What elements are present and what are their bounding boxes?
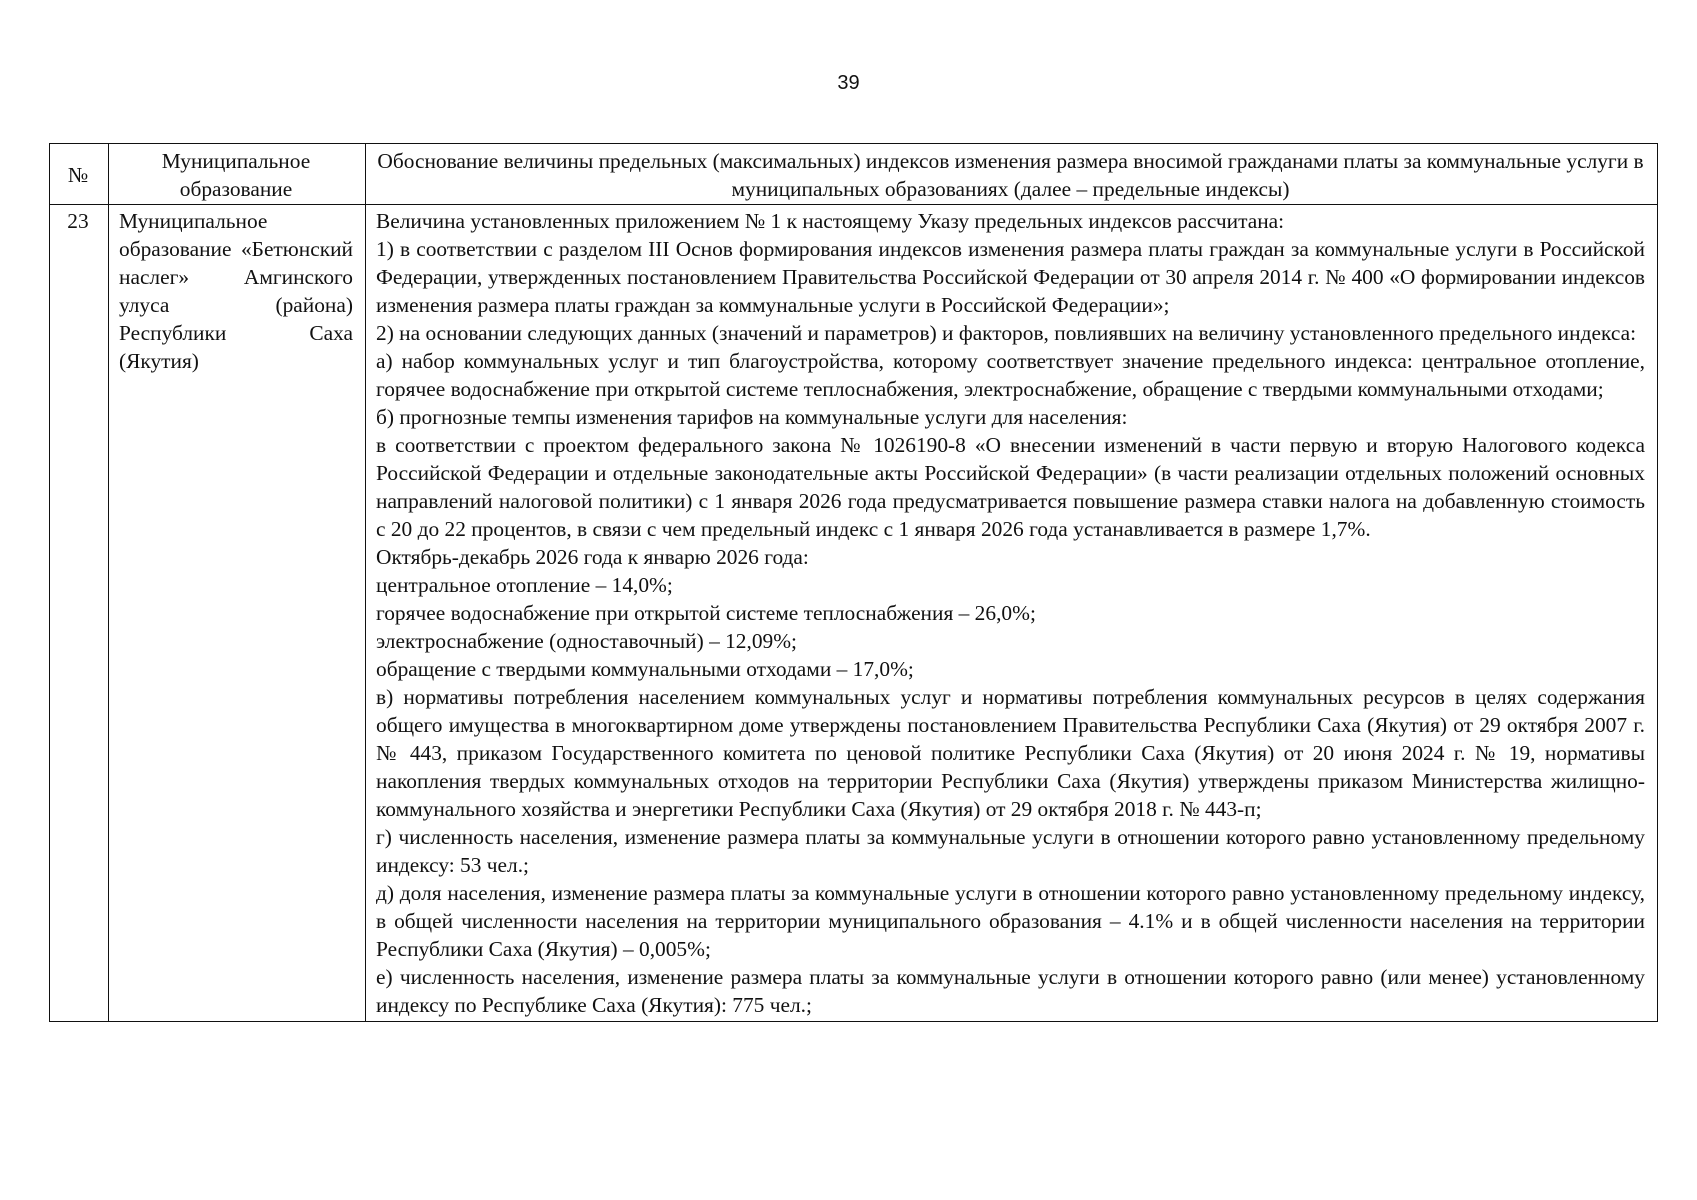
- justification-paragraph: е) численность населения, изменение размера платы за коммунальные услуги в отношении которого равно (или менее) установленному индексу по Республике Саха (Якутия): 775 чел.;: [376, 965, 1645, 1017]
- justification-paragraph: г) численность населения, изменение размера платы за коммунальные услуги в отношении которого равно установленному предельному индексу: 53 чел.;: [376, 825, 1645, 877]
- indices-table: [49, 143, 1658, 1022]
- header-number: №: [50, 144, 109, 205]
- justification-paragraph: 2) на основании следующих данных (значений и параметров) и факторов, повлиявших на величину установленного предельного индекса:: [376, 321, 1637, 345]
- justification-paragraph: обращение с твердыми коммунальными отходами – 17,0%;: [376, 657, 914, 681]
- header-justification: Обоснование величины предельных (максимальных) индексов изменения размера вносимой гражданами платы за коммунальные услуги в муниципальных образованиях (далее – предельные индексы): [366, 144, 1658, 205]
- justification-paragraph: д) доля населения, изменение размера платы за коммунальные услуги в отношении которого равно установленному предельному индексу, в общей численности населения на территории муниципального образования – 4.1% и в общей численности населения на территории Республики Саха (Якутия) – 0,005%;: [376, 881, 1645, 961]
- justification-paragraph: б) прогнозные темпы изменения тарифов на коммунальные услуги для населения:: [376, 405, 1128, 429]
- justification-paragraph: Величина установленных приложением № 1 к настоящему Указу предельных индексов рассчитана:: [376, 209, 1285, 233]
- justification-paragraph: центральное отопление – 14,0%;: [376, 573, 673, 597]
- justification-paragraph: а) набор коммунальных услуг и тип благоустройства, которому соответствует значение предельного индекса: центральное отопление, горячее водоснабжение при открытой системе теплоснабжения, электроснабжение, обращение с твердыми коммунальными отходами;: [376, 349, 1645, 401]
- justification-paragraph: Октябрь-декабрь 2026 года к январю 2026 года:: [376, 545, 809, 569]
- row-number: 23: [50, 205, 109, 1022]
- row-municipality: Муниципальное образование «Бетюнский наслег» Амгинского улуса (района) Республики Саха (Якутия): [109, 205, 366, 1022]
- row-justification: [366, 205, 1658, 1022]
- justification-paragraph: горячее водоснабжение при открытой системе теплоснабжения – 26,0%;: [376, 601, 1036, 625]
- justification-paragraph: 1) в соответствии с разделом III Основ формирования индексов изменения размера платы граждан за коммунальные услуги в Российской Федерации, утвержденных постановлением Правительства Российской Федерации от 30 апреля 2014 г. № 400 «О формировании индексов изменения размера платы граждан за коммунальные услуги в Российской Федерации»;: [376, 237, 1645, 317]
- justification-paragraph: электроснабжение (одноставочный) – 12,09%;: [376, 629, 798, 653]
- page-number: 39: [837, 72, 860, 94]
- table-row: [50, 205, 1658, 1022]
- header-municipality: Муниципальное образование: [109, 144, 366, 205]
- justification-paragraph: в) нормативы потребления населением коммунальных услуг и нормативы потребления коммунальных ресурсов в целях содержания общего имущества в многоквартирном доме утверждены постановлением Правительства Республики Саха (Якутия) от 29 октября 2007 г. № 443, приказом Государственного комитета по ценовой политике Республики Саха (Якутия) от 20 июня 2024 г. № 19, нормативы накопления твердых коммунальных отходов на территории Республики Саха (Якутия) утверждены приказом Министерства жилищно-коммунального хозяйства и энергетики Республики Саха (Якутия) от 29 октября 2018 г. № 443-п;: [376, 685, 1645, 821]
- justification-paragraph: в соответствии с проектом федерального закона № 1026190-8 «О внесении изменений в части первую и вторую Налогового кодекса Российской Федерации и отдельные законодательные акты Российской Федерации» (в части реализации отдельных положений основных направлений налоговой политики) с 1 января 2026 года предусматривается повышение размера ставки налога на добавленную стоимость с 20 до 22 процентов, в связи с чем предельный индекс с 1 января 2026 года устанавливается в размере 1,7%.: [376, 433, 1645, 541]
- table-header-row: [50, 144, 1658, 205]
